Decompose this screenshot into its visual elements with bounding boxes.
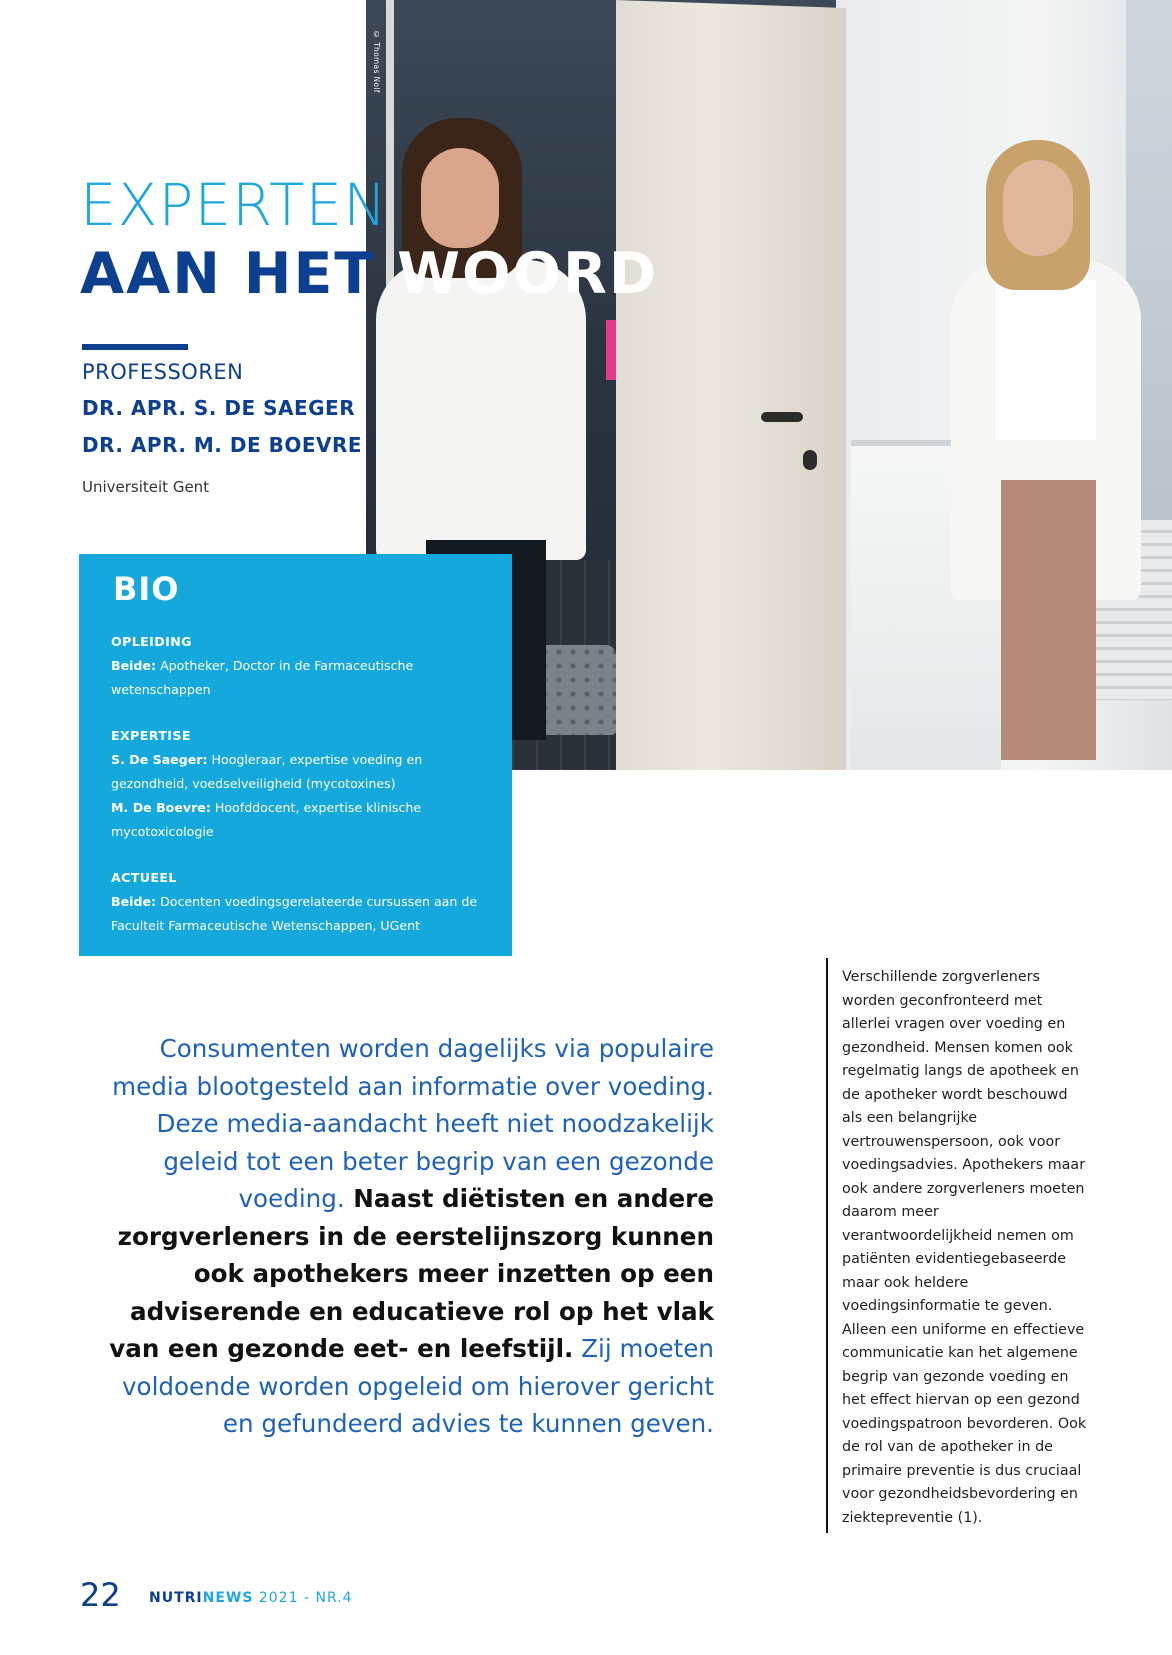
bio-expertise (111, 724, 491, 844)
pull-quote-outro: Zij moeten voldoende worden opgeleid om hierover gericht en gefundeerd advies te kunnen geven. (121, 1334, 714, 1438)
bio-expertise-1: S. De Saeger: Hoogleraar, expertise voeding en gezondheid, voedselveiligheid (mycotoxines) (111, 752, 423, 791)
expert-name-2: DR. APR. M. DE BOEVRE (82, 433, 363, 457)
footer-brand-part-2: NEWS (202, 1590, 254, 1606)
bio-opleiding-label: OPLEIDING (111, 634, 192, 649)
footer-brand (149, 1590, 353, 1606)
bio-opleiding (111, 630, 491, 702)
bio-box (79, 554, 512, 956)
column-divider (826, 958, 828, 1533)
pull-quote-intro: Consumenten worden dagelijks via populaire media blootgesteld aan informatie over voeding. Deze media-aandacht heeft niet noodzakelijk geleid tot een beter begrip van een gezonde voeding. (112, 1034, 714, 1213)
title-line-2-part-2: WOORD (397, 241, 659, 307)
footer-brand-part-1: NUTRI (149, 1590, 203, 1606)
title-line-1: EXPERTEN (80, 171, 388, 239)
bio-expertise-label: EXPERTISE (111, 728, 191, 743)
role-label: PROFESSOREN (82, 360, 244, 384)
bio-actueel (111, 866, 491, 938)
page-number: 22 (80, 1576, 121, 1614)
bio-expertise-2: M. De Boevre: Hoofddocent, expertise klinische mycotoxicologie (111, 800, 422, 839)
title-divider (82, 344, 188, 350)
expert-name-1: DR. APR. S. DE SAEGER (82, 396, 356, 420)
bio-actueel-text: Beide: Docenten voedingsgerelateerde cursussen aan de Faculteit Farmaceutische Wetenschappen, UGent (111, 894, 478, 933)
title-line-2-part-1: AAN HET (80, 241, 398, 307)
photo-credit: © Thomas Nolf (372, 30, 381, 93)
bio-actueel-label: ACTUEEL (111, 870, 177, 885)
pull-quote-highlight: Naast diëtisten en andere zorgverleners in de eerstelijnszorg kunnen ook apothekers meer inzetten op een adviserende en educatieve rol op het vlak van een gezonde eet- en leefstijl. (109, 1184, 714, 1363)
body-column: Verschillende zorgverleners worden geconfronteerd met allerlei vragen over voeding en gezondheid. Mensen komen ook regelmatig langs de apotheek en de apotheker wordt beschouwd als een belangrijke vertrouwenspersoon, ook voor voedingsadvies. Apothekers maar ook andere zorgverleners moeten daarom meer verantwoordelijkheid nemen om patiënten evidentiegebaseerde maar ook heldere voedingsinformatie te geven. Alleen een uniforme en effectieve communicatie kan het algemene begrip van gezonde voeding en het effect hiervan op een gezond voedingspatroon bevorderen. Ook de rol van de apotheker in de primaire preventie is dus cruciaal voor gezondheidsbevordering en ziektepreventie (1). (842, 969, 1087, 1526)
bio-opleiding-text: Beide: Apotheker, Doctor in de Farmaceutische wetenschappen (111, 658, 414, 697)
affiliation: Universiteit Gent (82, 478, 210, 496)
title-line-2 (80, 241, 659, 307)
bio-heading: BIO (113, 570, 180, 608)
pull-quote (100, 1030, 714, 1443)
footer-issue: 2021 - NR.4 (253, 1590, 353, 1606)
